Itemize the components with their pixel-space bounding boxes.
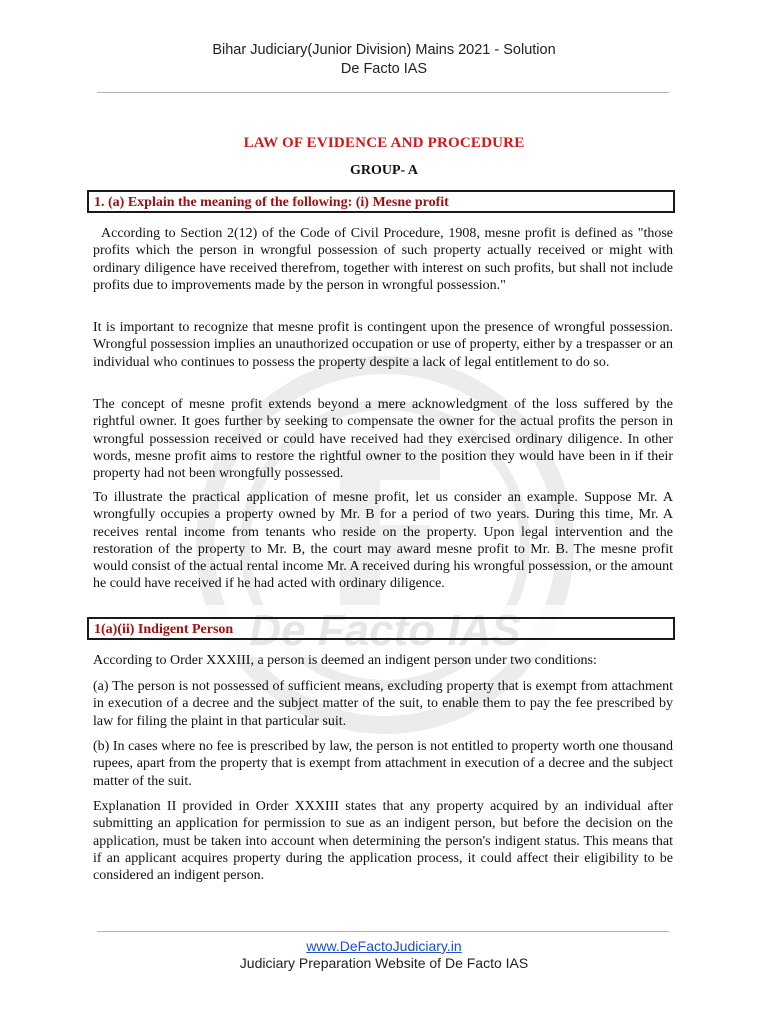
footer-tagline: Judiciary Preparation Website of De Facto IAS	[239, 955, 529, 971]
header-subtitle: De Facto IAS	[340, 61, 428, 77]
paragraph-example: To illustrate the practical application of mesne profit, let us consider an example. Suppose Mr. A wrongfully occupies a property owned by Mr. B for a period of two years. During this time, Mr. A receives rental income from tenants who reside on the property. Upon legal intervention and the restoration of the property to Mr. B, the court may award mesne profit to Mr. B. The mesne profit would consist of the actual rental income Mr. A received during his wrongful possession, or the amount he could have received if he had acted with ordinary diligence.	[93, 490, 673, 592]
question-box-mesne-profit: 1. (a) Explain the meaning of the following: (i) Mesne profit	[87, 190, 675, 213]
question-box-indigent-person: 1(a)(ii) Indigent Person	[87, 617, 675, 640]
footer-website-link[interactable]: www.DeFactoJudiciary.in	[306, 938, 462, 954]
group-heading: GROUP- A	[349, 163, 419, 178]
page-title: LAW OF EVIDENCE AND PROCEDURE	[243, 135, 525, 151]
paragraph-condition-a: (a) The person is not possessed of sufficient means, excluding property that is exempt from attachment in execution of a decree and the subject matter of the suit, to enable them to pay the fee prescribed by law for filing the plaint in that particular suit.	[93, 679, 673, 729]
watermark-text: De Facto IAS	[249, 606, 521, 655]
header-title: Bihar Judiciary(Junior Division) Mains 2021 - Solution	[212, 42, 556, 58]
paragraph-condition-b: (b) In cases where no fee is prescribed by law, the person is not entitled to property worth one thousand rupees, apart from the property that is exempt from attachment in execution of a decree and the subject matter of the suit.	[93, 739, 673, 789]
paragraph-order-xxxiii: According to Order XXXIII, a person is deemed an indigent person under two conditions:	[93, 653, 597, 668]
header-divider	[97, 92, 669, 93]
paragraph-concept: The concept of mesne profit extends beyond a mere acknowledgment of the loss suffered by the rightful owner. It goes further by seeking to compensate the owner for the actual profits the person in wrongful possession received or could have received had they exercised ordinary diligence. In other words, mesne profit aims to restore the rightful owner to the position they would have been in if their property had not been wrongfully possessed.	[93, 397, 673, 482]
paragraph-definition: According to Section 2(12) of the Code of Civil Procedure, 1908, mesne profit is defined as "those profits which the person in wrongful possession of such property actually received or might with ordinary diligence have received therefrom, together with interest on such profits, but shall not include profits due to improvements made by the person in wrongful possession."	[93, 226, 673, 293]
footer-divider	[97, 931, 669, 932]
paragraph-wrongful-possession: It is important to recognize that mesne profit is contingent upon the presence of wrongful possession. Wrongful possession implies an unauthorized occupation or use of property, either by a trespasser or an individual who continues to possess the property despite a lack of legal entitlement to do so.	[93, 320, 673, 370]
paragraph-explanation-ii: Explanation II provided in Order XXXIII states that any property acquired by an individual after submitting an application for permission to sue as an indigent person, but before the decision on the application, must be taken into account when determining the person's indigent status. This means that if an applicant acquires property during the application process, it could affect their eligibility to be considered an indigent person.	[93, 799, 673, 884]
